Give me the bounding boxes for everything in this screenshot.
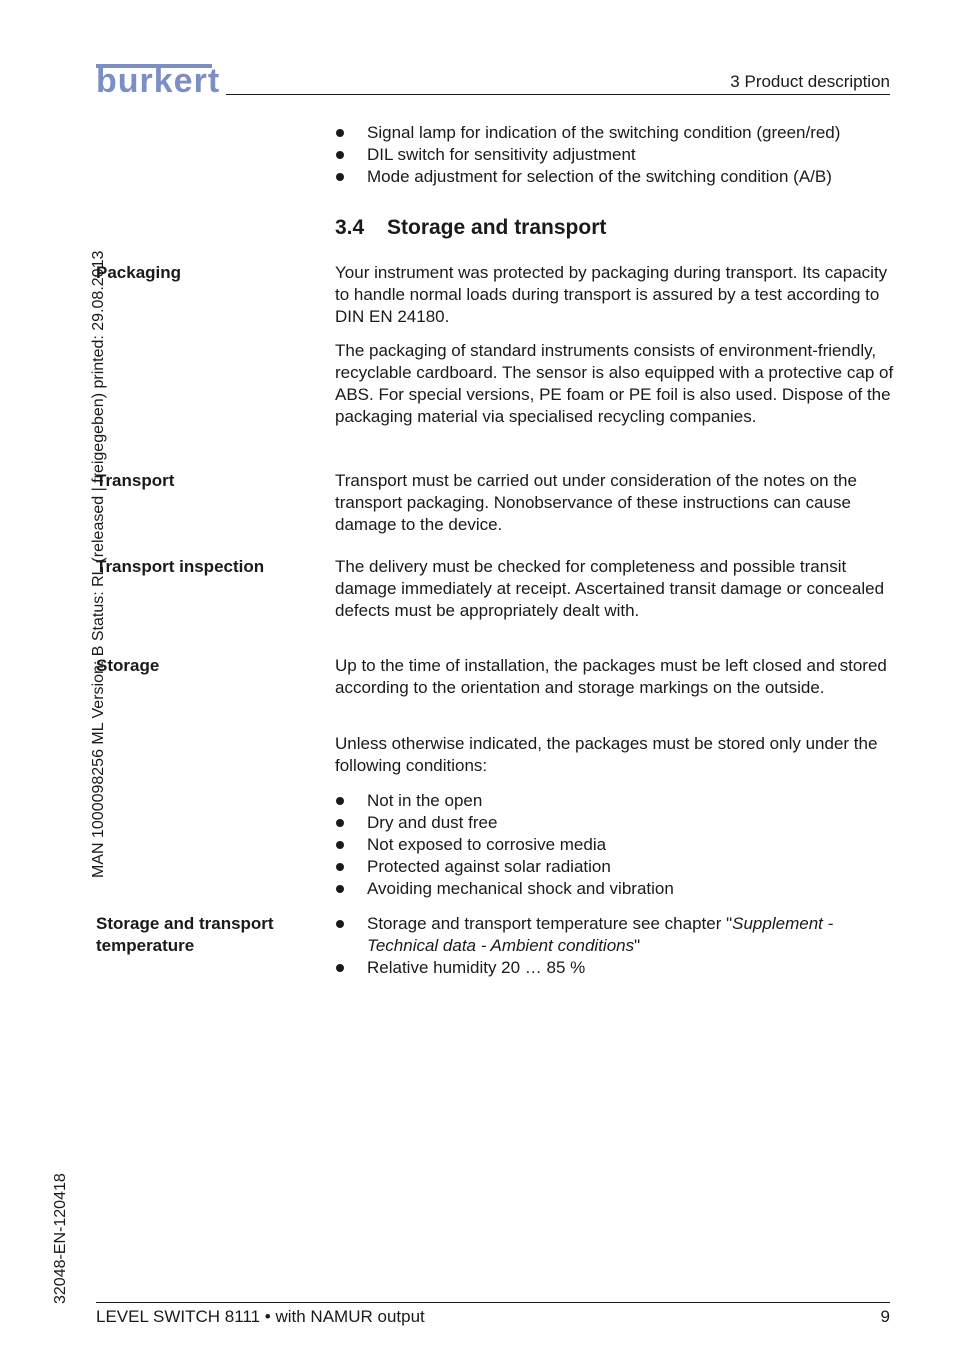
document-status-line: MAN 1000098256 ML Version: B Status: RL (released | freigegeben) printed: 29.08.2013 (90, 250, 107, 878)
packaging-paragraph-2: The packaging of standard instruments consists of environment-friendly, recyclable cardboard. The sensor is also equipped with a protective cap of ABS. For special versions, PE foam or PE foil is also used. Dispose of the packaging material via specialised recycling companies. (335, 341, 894, 426)
section-title: Storage and transport (387, 216, 607, 239)
transport-inspection-label: Transport inspection (96, 557, 265, 576)
list-item: Not exposed to corrosive media (335, 834, 895, 856)
list-item: DIL switch for sensitivity adjustment (335, 144, 895, 166)
chapter-reference: Supplement - Technical data - Ambient conditions (367, 914, 834, 955)
intro-bullet-list (335, 122, 895, 188)
footer-rule (96, 1302, 890, 1303)
document-code: 32048-EN-120418 (52, 1173, 69, 1304)
temperature-bullet-prefix: Storage and transport temperature see chapter " (367, 914, 733, 933)
page-number: 9 (880, 1307, 890, 1326)
transport-label: Transport (96, 471, 175, 490)
list-item: Protected against solar radiation (335, 856, 895, 878)
temperature-label-line-2: temperature (96, 936, 195, 955)
transport-inspection-paragraph: The delivery must be checked for completeness and possible transit damage immediately at receipt. Ascertained transit damage or concealed defects must be appropriately dealt with. (335, 557, 885, 620)
section-number: 3.4 (335, 216, 365, 239)
temperature-bullet-suffix: " (634, 936, 641, 955)
header-rule (226, 94, 890, 95)
footer-title: LEVEL SWITCH 8111 • with NAMUR output (96, 1307, 425, 1326)
list-item (335, 913, 895, 957)
temperature-label (96, 913, 274, 957)
list-item: Avoiding mechanical shock and vibration (335, 878, 895, 900)
packaging-paragraph-1: Your instrument was protected by packaging during transport. Its capacity to handle normal loads during transport is assured by a test according to DIN EN 24180. (335, 263, 888, 326)
transport-paragraph: Transport must be carried out under consideration of the notes on the transport packaging. Nonobservance of these instructions can cause damage to the device. (335, 471, 857, 534)
list-item: Dry and dust free (335, 812, 895, 834)
temperature-label-line-1: Storage and transport (96, 914, 274, 933)
list-item: Relative humidity 20 … 85 % (335, 957, 895, 979)
section-heading (335, 215, 606, 241)
storage-paragraph-2: Unless otherwise indicated, the packages must be stored only under the following conditions: (335, 734, 878, 775)
packaging-label: Packaging (96, 263, 182, 282)
storage-paragraph-1: Up to the time of installation, the packages must be left closed and stored according to the orientation and storage markings on the outside. (335, 656, 887, 697)
temperature-list (335, 913, 895, 979)
list-item: Not in the open (335, 790, 895, 812)
storage-label: Storage (96, 656, 160, 675)
list-item: Mode adjustment for selection of the switching condition (A/B) (335, 166, 895, 188)
chapter-title: 3 Product description (730, 72, 890, 91)
burkert-logo: burkert (96, 62, 221, 100)
storage-conditions-list (335, 790, 895, 900)
list-item: Signal lamp for indication of the switching condition (green/red) (335, 122, 895, 144)
